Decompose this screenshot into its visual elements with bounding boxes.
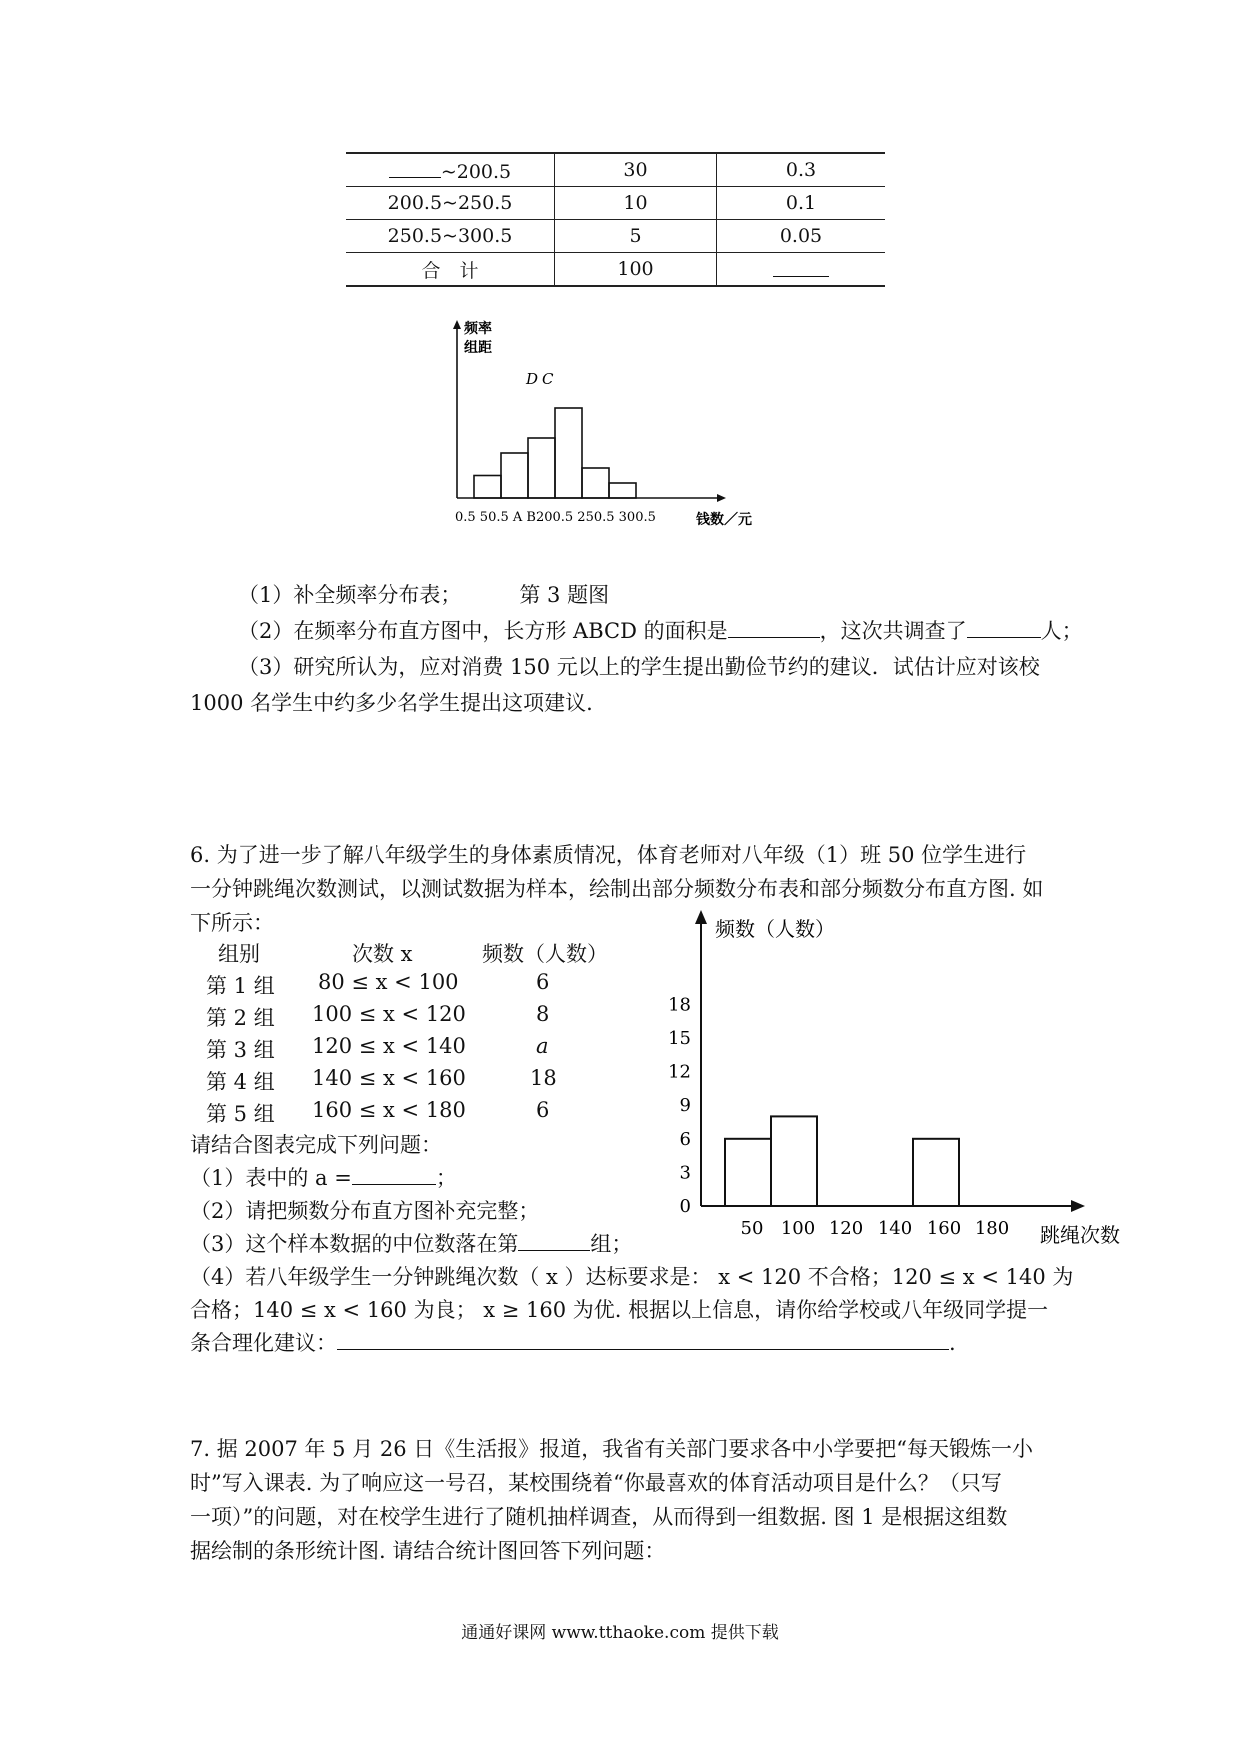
table-cell: 第 5 组 [206,1102,275,1126]
x-tick-label: 160 [926,1218,962,1239]
q6-item4-line3: 条合理化建议： . [190,1331,956,1355]
q7-line2: 时”写入课表. 为了响应这一号召，某校围绕着“你最喜欢的体育活动项目是什么？（只写 [190,1471,1002,1495]
histogram-bar [474,476,501,499]
q6-line1: 6. 为了进一步了解八年级学生的身体素质情况，体育老师对八年级（1）班 50 位学生进行 [190,843,1027,867]
count-cell: 5 [555,220,717,253]
q7-line4: 据绘制的条形统计图. 请结合统计图回答下列问题： [190,1539,666,1563]
table-cell: 第 2 组 [206,1006,275,1030]
q6-item4-line2: 合格；140 ≤ x < 160 为良； x ≥ 160 为优. 根据以上信息，请你给学校或八年级同学提一 [190,1298,1049,1322]
q5-item2: （2）在频率分布直方图中，长方形 ABCD 的面积是 ，这次共调查了 人； [238,619,1083,643]
y-axis-arrow [453,320,461,329]
q6-item4-line1: （4）若八年级学生一分钟跳绳次数（ x ）达标要求是： x < 120 不合格；120 ≤ x < 140 为 [190,1265,1074,1289]
q7-line3: 一项）”的问题，对在校学生进行了随机抽样调查，从而得到一组数据. 图 1 是根据这组数 [190,1505,1008,1529]
x-axis-arrow [1071,1200,1085,1212]
table-cell: 120 ≤ x < 140 [312,1034,466,1058]
table-row [346,153,885,187]
x-tick-label: 50 [740,1218,764,1239]
histogram-bar [725,1139,771,1206]
figure-caption: 第 3 题图 [519,583,610,607]
x-tick-labels: 0.5 50.5 A B200.5 250.5 300.5 [455,510,656,525]
table-cell: 第 4 组 [206,1070,275,1094]
answer-blank [967,617,1041,638]
table-cell: 18 [530,1066,557,1090]
x-tick-label: 100 [780,1218,816,1239]
point-c-label: C [542,370,554,388]
y-tick-label: 9 [679,1095,691,1117]
table-row [346,187,885,220]
table-header-group: 组别 [218,942,260,966]
histogram-bar [582,468,609,498]
histogram-bar [609,483,636,498]
total-label-cell: 合 计 [346,253,555,287]
total-count-cell: 100 [555,253,717,287]
count-cell: 10 [555,187,717,220]
q6-item1: （1）表中的 a = ； [190,1166,457,1190]
table-header-count: 次数 x [352,942,413,966]
freq-cell: 0.3 [717,153,886,187]
table-row [346,220,885,253]
y-tick-label: 12 [668,1061,691,1083]
table-cell: 8 [536,1002,550,1026]
answer-blank [773,256,829,277]
x-axis-arrow [717,494,726,502]
histogram-bar [528,438,555,498]
range-cell: 250.5~300.5 [346,220,555,253]
table-cell: a [536,1034,549,1058]
q5-item3-line1: （3）研究所认为，应对消费 150 元以上的学生提出勤俭节约的建议．试估计应对该校 [238,655,1040,679]
range-cell: 200.5~250.5 [346,187,555,220]
y-label-bottom: 组距 [464,340,492,356]
x-tick-label: 140 [877,1218,913,1239]
histogram-q6 [655,908,1135,1250]
answer-blank [728,617,820,638]
y-tick-label: 0 [679,1196,691,1217]
histogram-bar [913,1139,959,1206]
table-row [346,253,885,287]
answer-blank [518,1230,590,1251]
q6-line2: 一分钟跳绳次数测试，以测试数据为样本，绘制出部分频数分布表和部分频数分布直方图. 如 [190,877,1044,901]
frequency-table [346,152,885,287]
q5-item1: （1）补全频率分布表； 第 3 题图 [238,583,610,607]
total-freq-cell [717,253,886,287]
table-cell: 160 ≤ x < 180 [312,1098,466,1122]
x-tick-label: 180 [974,1218,1010,1239]
q5-item3-line2: 1000 名学生中约多少名学生提出这项建议. [190,691,593,715]
histogram-q3 [440,318,790,530]
table-cell: 100 ≤ x < 120 [312,1002,466,1026]
histogram-bar [555,408,582,498]
page-footer: 通通好课网 www.tthaoke.com 提供下载 [461,1623,779,1643]
point-d-label: D [526,370,539,388]
y-label-top: 频率 [464,321,492,337]
q6-item3: （3）这个样本数据的中位数落在第 组； [190,1232,633,1256]
table-cell: 80 ≤ x < 100 [318,970,459,994]
y-tick-label: 18 [668,994,691,1016]
table-header-frequency: 频数（人数） [482,942,608,966]
y-tick-label: 3 [679,1162,691,1184]
table-cell: 第 1 组 [206,974,275,998]
q6-item2: （2）请把频数分布直方图补充完整； [190,1199,540,1223]
range-cell: ~200.5 [346,153,555,187]
q6-prompt: 请结合图表完成下列问题： [190,1133,442,1157]
y-tick-label: 6 [679,1128,691,1150]
freq-cell: 0.1 [717,187,886,220]
x-label: 钱数／元 [696,512,752,528]
y-axis-arrow [695,910,707,924]
histogram-bar [501,453,528,498]
q7-line1: 7. 据 2007 年 5 月 26 日《生活报》报道，我省有关部门要求各中小学要把“每天锻炼一小 [190,1437,1034,1461]
answer-blank [337,1329,949,1350]
q6-line3: 下所示： [190,911,274,935]
bars [725,1116,959,1206]
table-cell: 6 [536,1098,550,1122]
x-tick-label: 120 [828,1218,864,1239]
x-axis-label: 跳绳次数 [1040,1223,1120,1247]
table-cell: 6 [536,970,550,994]
count-cell: 30 [555,153,717,187]
table-cell: 140 ≤ x < 160 [312,1066,466,1090]
bars [474,408,636,498]
y-tick-label: 15 [668,1028,691,1049]
answer-blank [389,157,441,178]
table-cell: 第 3 组 [206,1038,275,1062]
y-axis-label: 频数（人数） [715,917,835,941]
freq-cell: 0.05 [717,220,886,253]
answer-blank [352,1164,436,1185]
histogram-bar [771,1116,817,1206]
